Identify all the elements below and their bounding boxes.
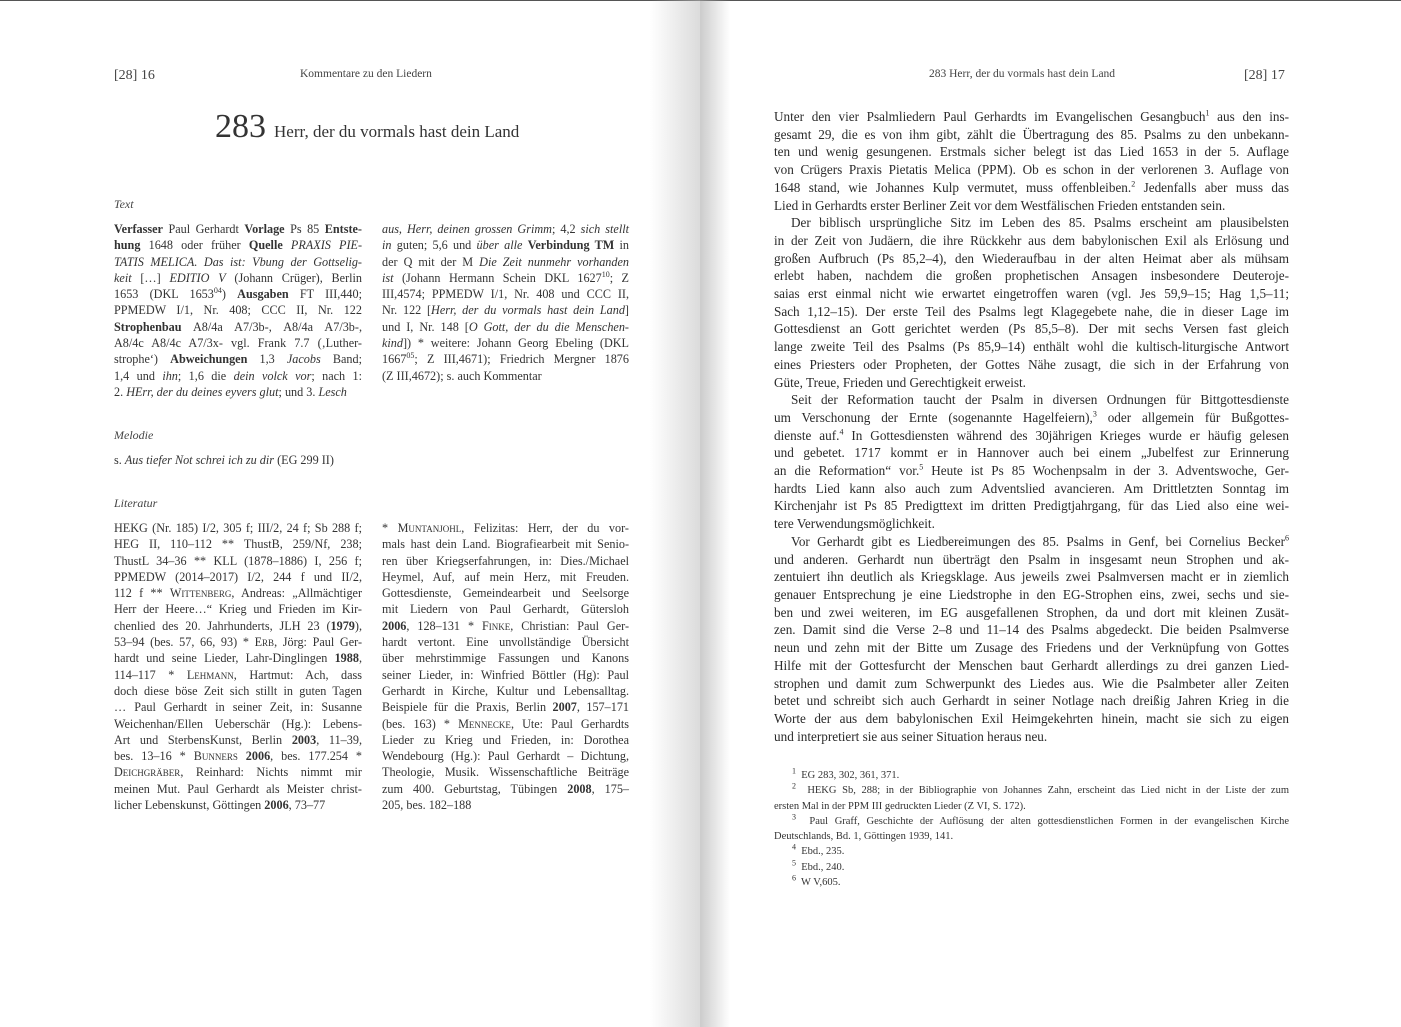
literature-line: Gerhardt in Kirche, Kultur und Lebensalltag. xyxy=(382,683,629,698)
text-line: in guten; 5,6 und über alle Verbindung TM in xyxy=(382,238,629,253)
paragraph-line: großen Aufbruch (Ps 85,2–4), den Wiederaufbau in der alten Heimat aber als mühsam xyxy=(774,250,1289,266)
melody-reference xyxy=(114,452,514,468)
text-line: aus, Herr, deinen grossen Grimm; 4,2 sich stellt xyxy=(382,222,629,236)
text-line: A8/4c A8/4c A7/3x- vgl. Frank 7.7 (‚Luther- xyxy=(114,336,362,351)
paragraph-line: in der Zeit von Judäern, die ihre Rückkehr aus dem babylonischen Exil als Erlösung und xyxy=(774,232,1289,248)
literature-line: chenlied des 20. Jahrhunderts, JLH 23 (1979), xyxy=(114,618,362,633)
paragraph-line: hardts Lied kann also auch zum Adventslied avancieren. Am Drittletzten Sonntag im xyxy=(774,480,1289,496)
literature-line: hardt vertont. Eine unvollständige Übersicht xyxy=(382,635,629,650)
text-line: PPMEDW I/1, Nr. 408; CCC II, Nr. 122 xyxy=(114,303,362,318)
left-page xyxy=(0,0,700,1027)
paragraph-line: ben und zwei weiteren, im EG ausgefallenen Strophen, da und dort mit kleinen Zusät- xyxy=(774,604,1289,620)
paragraph xyxy=(774,533,1289,745)
paragraph-line: zen. Damit sind die Verse 2–8 und 11–14 des Psalms abgedeckt. Die beiden Psalmverse xyxy=(774,622,1289,638)
section-text-label: Text xyxy=(114,197,134,211)
paragraph-line: zentuiert ihn deutlich als Kriegsklage. Aus jeweils zwei Psalmversen macht er in ziemlich xyxy=(774,569,1289,585)
paragraph xyxy=(774,108,1289,214)
left-gutter-shadow xyxy=(650,0,700,1027)
literature-line: HEKG (Nr. 185) I/2, 305 f; III/2, 24 f; Sb 288 f; xyxy=(114,521,362,535)
text-column-1 xyxy=(114,221,362,400)
paragraph-line: Seit der Reformation taucht der Psalm in diversen Ordnungen für Bittgottesdienste xyxy=(791,392,1289,408)
footnote-line: $^2$ HEKG Sb, 288; in der Bibliographie von Johannes Zahn, erscheint das Lied nicht in der Liste der zum xyxy=(792,781,1289,797)
literature-column-2 xyxy=(382,520,629,813)
paragraph-line: ten und wenig gesungenen. Erstmals sicher belegt ist das Lied 1653 in der 5. Auflage xyxy=(774,144,1289,160)
paragraph-line: neun und zehn mit der Bitte um Zusage des Friedens und der Verknüpfung von Gottes xyxy=(774,640,1289,656)
paragraph-line: Vor Gerhardt gibt es Liedbereimungen des 85. Psalms in Genf, bei Cornelius Becker$^6$ xyxy=(791,533,1289,549)
section-melody-label: Melodie xyxy=(114,428,154,442)
text-line: 1653 (DKL 1653$^{04}$) Ausgaben FT III,440; xyxy=(114,286,363,302)
footnote-line: $^4$ Ebd., 235. xyxy=(792,842,845,858)
footnote xyxy=(774,860,1289,875)
paragraph-line: saias erst einmal nicht wie erwartet eingetroffen waren (vgl. Jes 59,9–15; Hag 1,5–11; xyxy=(774,286,1289,302)
text-column-2 xyxy=(382,221,629,384)
text-line: 2. HErr, der du deines eyvers glut; und 3. Lesch xyxy=(114,384,347,399)
literature-line: 114–117 * Lehmann, Hartmut: Ach, dass xyxy=(114,667,362,682)
paragraph-line: Unter den vier Psalmliedern Paul Gerhardts im Evangelischen Gesangbuch$^1$ aus den ins- xyxy=(774,108,1289,124)
literature-line: mit Liedern von Paul Gerhardt, Gütersloh xyxy=(382,602,629,617)
hymn-number: 283 xyxy=(215,108,266,145)
paragraph-line: Sach 1,12–15). Der erste Teil des Psalms legt Klagegebete nahe, die in dieser Lage im xyxy=(774,303,1289,319)
paragraph-line: Gottesdienst an Gott gerichtet werden (Ps 85,5–8). Der mit sechs Versen fast gleich xyxy=(774,321,1289,337)
paragraph-line: Hilfe mit der Gottesfurcht der Menschen baut Gerhardt allerdings zu drei ganzen Lied- xyxy=(774,657,1289,673)
literature-line: 53–94 (bes. 57, 66, 93) * Erb, Jörg: Paul Ger- xyxy=(114,635,362,650)
paragraph-line: und gebetet. 1717 kommt er in Hannover auch bei einem „Jubelfest zur Erinnerung xyxy=(774,445,1289,461)
right-page-number: [28] 17 xyxy=(1244,68,1285,83)
text-line: hung 1648 oder früher Quelle PRAXIS PIE- xyxy=(114,238,363,253)
paragraph-line: betet und schreibt sich auch Gerhardt in seiner Notlage nach dreißig Jahren Krieg in die xyxy=(774,693,1289,709)
paragraph xyxy=(774,391,1289,533)
melody-line: s. Aus tiefer Not schrei ich zu dir (EG 299 II) xyxy=(114,453,334,467)
literature-line: mals hast dein Land. Biografiearbeit mit Senio- xyxy=(382,537,629,552)
paragraph-line: tere Verwendungsmöglichkeit. xyxy=(774,516,935,532)
text-line: kind]) * weitere: Johann Georg Ebeling (DKL xyxy=(382,336,629,351)
right-page xyxy=(700,0,1401,1027)
literature-line: hardt und seine Lieder, Lahr-Dinglingen 1988, xyxy=(114,651,362,666)
literature-line: über mehrstimmige Fassungen und Kanons xyxy=(382,651,629,666)
literature-line: bes. 13–16 * Bunners 2006, bes. 177.254 * xyxy=(114,749,363,764)
literature-line: Deichgräber, Reinhard: Nichts nimmt mir xyxy=(114,765,362,780)
literature-line: Weichenhan/Ellen Ueberschär (Hg.): Lebens- xyxy=(114,716,362,731)
literature-line: 205, bes. 182–188 xyxy=(382,798,472,813)
footnote-line: Deutschlands, Bd. 1, Göttingen 1939, 141. xyxy=(774,831,954,843)
footnote xyxy=(774,814,1289,845)
literature-line: Art und SterbensKunst, Berlin 2003, 11–39, xyxy=(114,732,362,747)
text-line: 1,4 und ihn; 1,6 die dein volck vor; nach 1: xyxy=(114,368,362,383)
paragraph-line: und interpretiert sie aus seiner Situation heraus neu. xyxy=(774,728,1048,744)
commentary-body xyxy=(774,108,1289,745)
paragraph-line: erlebt haben, nachdem die großen prophetischen Ansagen insbesondere Deuteroje- xyxy=(774,268,1289,284)
paragraph-line: Worte der aus dem babylonischen Exil Heimgekehrten hinein, macht sie sich zu eigen xyxy=(774,710,1289,726)
literature-line: meinen Mut. Paul Gerhardt als Meister christ- xyxy=(114,781,362,796)
text-line: der Q mit der M Die Zeit nunmehr vorhanden xyxy=(382,254,629,269)
footnote xyxy=(774,844,1289,859)
hymn-title: Herr, der du vormals hast dein Land xyxy=(274,122,520,141)
footnote-line: $^6$ W V,605. xyxy=(792,873,841,889)
right-gutter-shadow xyxy=(700,0,730,1027)
paragraph-line: an die Reformation“ vor.$^5$ Heute ist Ps 85 Wochenpsalm in der 3. Adventswoche, Ger- xyxy=(774,462,1289,479)
literature-line: Beispiele für die Praxis, Berlin 2007, 157–171 xyxy=(382,700,630,715)
footnote xyxy=(774,783,1289,814)
footnote xyxy=(774,768,1289,783)
literature-line: 112 f ** Wittenberg, Andreas: „Allmächtiger xyxy=(114,586,363,601)
footnote-line: $^3$ Paul Graff, Geschichte der Auflösung der alten gottesdienstlichen Formen in der evangelischen Kirche xyxy=(792,812,1289,827)
paragraph-line: von Crügers Praxis Pietatis Melica (PPM). Ob es schon in der verlorenen 3. Auflage von xyxy=(774,162,1289,178)
paragraph-line: strophen und damit zum Schwerpunkt des Liedes aus. Wie die Psalmbeter aller Zeiten xyxy=(774,675,1289,691)
literature-line: Herr der Heere…“ Krieg und Frieden im Kir- xyxy=(114,602,362,617)
literature-line: HEG II, 110–112 ** ThustB, 259/Nf, 238; xyxy=(114,537,362,552)
text-line: und I, Nr. 148 [O Gott, der du die Menschen- xyxy=(382,319,629,334)
paragraph-line: Güte, Treue, Frieden und Gerechtigkeit erweist. xyxy=(774,374,1026,390)
left-page-number: [28] 16 xyxy=(114,68,155,83)
hymn-heading xyxy=(215,108,519,146)
text-line: 1667$^{05}$; Z III,4671); Friedrich Mergner 1876 xyxy=(382,351,629,367)
text-line: (Z III,4672); s. auch Kommentar xyxy=(382,368,542,383)
paragraph-line: und anderen. Gerhardt nun überträgt den Psalm in insgesamt neun Strophen und ak- xyxy=(774,551,1289,567)
paragraph-line: um Verschonung der Ernte (sogenannte Hagelfeiern),$^3$ oder allgemein für Bußgottes- xyxy=(774,409,1289,425)
literature-line: Theologie, Musik. Wissenschaftliche Beiträge xyxy=(382,765,629,780)
paragraph-line: Lied in Gerhardts erster Berliner Zeit vor dem Westfälischen Frieden entstanden sein. xyxy=(774,197,1226,213)
literature-line: doch diese böse Zeit sich stillt in guten Tagen xyxy=(114,683,362,698)
footnotes xyxy=(774,768,1289,890)
text-line: Strophenbau A8/4a A7/3b-, A8/4a A7/3b-, xyxy=(114,319,362,334)
footnote-line: ersten Mal in der PPM III gedruckten Lieder (Z VI, S. 172). xyxy=(774,800,1026,812)
literature-line: licher Lebenskunst, Göttingen 2006, 73–77 xyxy=(114,798,326,813)
literature-line: ThustL 34–36 ** KLL (1878–1886) I, 256 f; xyxy=(114,553,362,568)
text-line: III,4574; PPMEDW I/1, Nr. 408 und CCC II, xyxy=(382,287,629,302)
text-line: keit […] EDITIO V (Johann Crüger), Berlin xyxy=(114,270,362,285)
literature-line: 2006, 128–131 * Finke, Christian: Paul Ger- xyxy=(382,618,630,633)
literature-column-1 xyxy=(114,520,362,813)
literature-line: zum 400. Geburtstag, Tübingen 2008, 175– xyxy=(382,781,630,796)
literature-line: (bes. 163) * Mennecke, Ute: Paul Gerhardts xyxy=(382,716,629,731)
literature-line: Wendebourg (Hg.): Paul Gerhardt – Dichtung, xyxy=(382,749,629,764)
text-line: Nr. 122 [Herr, der du vormals hast dein Land] xyxy=(382,303,629,318)
text-line: TATIS MELICA. Das ist: Vbung der Gottselig- xyxy=(114,254,362,269)
paragraph-line: Der biblisch ursprüngliche Sitz im Leben des 85. Psalms erscheint am plausibelsten xyxy=(791,215,1289,231)
literature-line: seiner Lieder, in: Winfried Böttler (Hg): Paul xyxy=(382,667,629,682)
right-running-title: 283 Herr, der du vormals hast dein Land xyxy=(929,68,1116,80)
literature-line: … Paul Gerhardt in seiner Zeit, in: Susanne xyxy=(114,700,362,715)
left-running-title: Kommentare zu den Liedern xyxy=(300,68,432,80)
literature-line: Lieder zu Krieg und Frieden, in: Dorothea xyxy=(382,732,629,747)
literature-line: Heymel, Auf, auf mein Herz, mit Freuden. xyxy=(382,569,629,584)
text-line: Verfasser Paul Gerhardt Vorlage Ps 85 Entste- xyxy=(114,222,362,236)
footnote xyxy=(774,875,1289,890)
top-edge-line xyxy=(0,0,700,1)
text-line: strophe‘) Abweichungen 1,3 Jacobs Band; xyxy=(114,352,362,367)
paragraph xyxy=(774,214,1289,391)
literature-line: PPMEDW (2014–2017) I/2, 244 f und II/2, xyxy=(114,569,362,584)
paragraph-line: dienste auf.$^4$ In Gottesdiensten während des 30jährigen Krieges wurde er häufig gelesen xyxy=(774,427,1289,443)
literature-line: * Muntanjohl, Felizitas: Herr, der du vor- xyxy=(382,521,629,535)
literature-line: ren über Kriegserfahrungen, in: Dies./Michael xyxy=(382,553,629,568)
literature-line: Gottesdienste, Gemeindearbeit und Seelsorge xyxy=(382,586,629,601)
paragraph-line: 1648 stand, wie Johannes Kulp vermutet, muss offenbleiben.$^2$ Jedenfalls aber muss das xyxy=(774,179,1289,195)
paragraph-line: genauer Entsprechung je eine Liedstrophe in den EG-Strophen eins, zwei, sechs und sie- xyxy=(774,586,1289,602)
paragraph-line: eines Priesters oder Propheten, der Gottes Nähe zusagt, die sich in der Erfahrung von xyxy=(774,356,1289,372)
text-line: ist (Johann Hermann Schein DKL 1627$^{10}$; Z xyxy=(382,269,629,285)
paragraph-line: gesamt 29, die es von ihm gibt, zählt die Übertragung des 85. Psalms zu den unbekann- xyxy=(774,126,1289,142)
paragraph-line: lange zweite Teil des Psalms (Ps 85,9–14) enthält wohl die kultisch-liturgische Antwort xyxy=(774,339,1289,355)
top-edge-line-right xyxy=(700,0,1401,1)
section-literature-label: Literatur xyxy=(114,496,158,510)
paragraph-line: Kirchenjahr ist Ps 85 Predigttext im dritten Predigtjahrgang, für das Lied also eine wei- xyxy=(774,498,1289,514)
footnote-line: $^1$ EG 283, 302, 361, 371. xyxy=(792,766,900,781)
footnote-line: $^5$ Ebd., 240. xyxy=(792,858,845,873)
